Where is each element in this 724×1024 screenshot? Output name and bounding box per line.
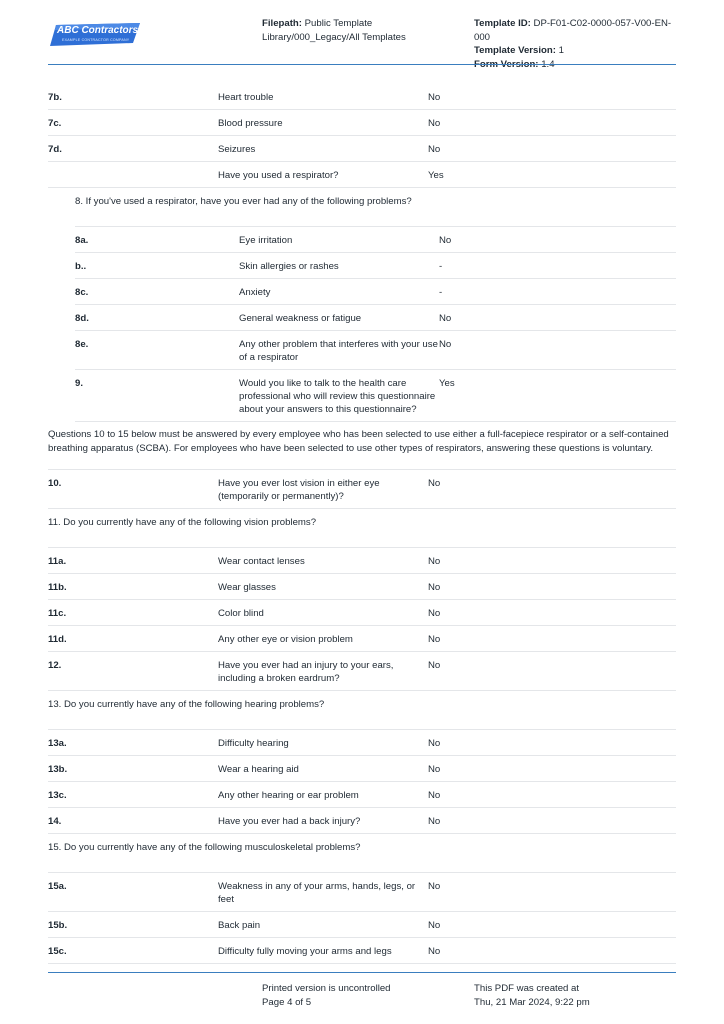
template-meta — [474, 17, 684, 71]
table-row — [48, 110, 676, 136]
answer-value: No — [428, 790, 441, 801]
filepath-value: Public Template Library/000_Legacy/All Templates — [262, 18, 406, 43]
uncontrolled-notice: Printed version is uncontrolled — [262, 983, 391, 994]
logo-text: ABC Contractors — [57, 25, 139, 36]
table-row — [75, 253, 676, 279]
template-id-value: DP-F01-C02-0000-057-V00-EN-000 — [474, 18, 672, 43]
questionnaire-content — [48, 84, 676, 964]
question-text: Skin allergies or rashes — [239, 261, 339, 272]
answer-value: No — [439, 235, 452, 246]
header-divider — [48, 64, 676, 65]
question-number: 15b. — [48, 920, 68, 931]
question-text: Any other hearing or ear problem — [218, 790, 359, 801]
template-version-value: 1 — [558, 45, 564, 56]
question-number: b.. — [75, 261, 87, 272]
question-number: 11a. — [48, 556, 67, 567]
answer-value: No — [428, 634, 441, 645]
question-text: Have you ever lost vision in either eye (temporarily or permanently)? — [218, 478, 380, 502]
filepath-block — [262, 17, 462, 44]
question-text: Eye irritation — [239, 235, 293, 246]
footer-right — [474, 982, 590, 1009]
table-row — [48, 730, 676, 756]
answer-value: Yes — [439, 378, 455, 389]
question-text: Wear glasses — [218, 582, 276, 593]
footer-divider — [48, 972, 676, 973]
rows-15 — [48, 873, 676, 964]
question-number: 13a. — [48, 738, 67, 749]
question-number: 15a. — [48, 881, 67, 892]
question-number: 8d. — [75, 313, 89, 324]
table-row — [48, 912, 676, 938]
question-text: Difficulty fully moving your arms and legs — [218, 946, 392, 957]
question-number: 7c. — [48, 118, 62, 129]
rows-11 — [48, 548, 676, 691]
table-row — [48, 652, 676, 691]
table-row — [48, 574, 676, 600]
table-row — [75, 305, 676, 331]
answer-value: No — [428, 816, 441, 827]
question-number: 11d. — [48, 634, 67, 645]
page-header — [48, 14, 676, 70]
answer-value: - — [439, 287, 443, 298]
question-text: Have you ever had an injury to your ears, including a broken eardrum? — [218, 660, 394, 684]
table-row — [75, 370, 676, 422]
filepath-label: Filepath: — [262, 18, 302, 29]
answer-value: No — [428, 881, 441, 892]
question-text: Seizures — [218, 144, 256, 155]
table-row — [48, 136, 676, 162]
answer-value: No — [428, 660, 441, 671]
rows-13 — [48, 730, 676, 834]
answer-value: - — [439, 261, 443, 272]
table-row — [48, 626, 676, 652]
question-number: 9. — [75, 378, 84, 389]
question-number: 8e. — [75, 339, 89, 350]
question-number: 7d. — [48, 144, 62, 155]
question-text: Would you like to talk to the health care professional who will review this questionnaire about your answers to this questionnaire? — [239, 378, 436, 415]
answer-value: Yes — [428, 170, 444, 181]
question-number: 8c. — [75, 287, 89, 298]
table-row — [48, 873, 676, 912]
table-row — [48, 808, 676, 834]
answer-value: No — [428, 946, 441, 957]
answer-value: No — [428, 738, 441, 749]
template-id-label: Template ID: — [474, 18, 531, 29]
section-heading-13: 13. Do you currently have any of the following hearing problems? — [48, 691, 676, 730]
question-text: Anxiety — [239, 287, 271, 298]
question-number: 11c. — [48, 608, 67, 619]
question-number: 10. — [48, 478, 62, 489]
question-text: Have you used a respirator? — [218, 170, 339, 181]
page-number: Page 4 of 5 — [262, 996, 312, 1008]
rows-10 — [48, 470, 676, 509]
answer-value: No — [428, 556, 441, 567]
rows-8 — [48, 227, 676, 422]
table-row — [75, 331, 676, 370]
table-row — [48, 938, 676, 964]
answer-value: No — [428, 144, 441, 155]
table-row — [48, 548, 676, 574]
question-text: Wear contact lenses — [218, 556, 305, 567]
question-text: Any other problem that interferes with your use of a respirator — [239, 339, 438, 363]
table-row — [48, 162, 676, 188]
section-heading-15: 15. Do you currently have any of the following musculoskeletal problems? — [48, 834, 676, 873]
question-number: 13b. — [48, 764, 68, 775]
section-heading-11: 11. Do you currently have any of the following vision problems? — [48, 509, 676, 548]
question-text: Blood pressure — [218, 118, 283, 129]
table-row — [48, 84, 676, 110]
question-text: Back pain — [218, 920, 261, 931]
answer-value: No — [428, 582, 441, 593]
table-row — [48, 756, 676, 782]
instruction-note: Questions 10 to 15 below must be answered by every employee who has been selected to use either a full-facepiece respirator or a self-contained breathing apparatus (SCBA). For employees who have been selected to use other types of respirators, answering these questions is voluntary. — [48, 422, 676, 470]
logo-subtext: EXAMPLE CONTRACTOR COMPANY — [62, 37, 130, 42]
template-version-label: Template Version: — [474, 45, 556, 56]
form-version-value: 1.4 — [541, 58, 555, 70]
question-text: Weakness in any of your arms, hands, legs, or feet — [218, 881, 416, 905]
answer-value: No — [439, 313, 452, 324]
question-text: Heart trouble — [218, 92, 274, 103]
answer-value: No — [428, 118, 441, 129]
question-text: Wear a hearing aid — [218, 764, 299, 775]
rows-7 — [48, 84, 676, 188]
created-label: This PDF was created at — [474, 983, 580, 994]
table-row — [48, 782, 676, 808]
answer-value: No — [428, 92, 441, 103]
table-row — [48, 600, 676, 626]
form-version-label: Form Version: — [474, 58, 539, 70]
question-number: 14. — [48, 816, 62, 827]
question-number: 7b. — [48, 92, 62, 103]
answer-value: No — [428, 920, 441, 931]
question-text: Have you ever had a back injury? — [218, 816, 361, 827]
question-number: 8a. — [75, 235, 89, 246]
answer-value: No — [428, 608, 441, 619]
table-row — [48, 470, 676, 509]
question-text: Any other eye or vision problem — [218, 634, 353, 645]
answer-value: No — [439, 339, 452, 350]
question-text: Color blind — [218, 608, 264, 619]
section-heading-8: 8. If you've used a respirator, have you ever had any of the following problems? — [75, 188, 676, 227]
question-number: 15c. — [48, 946, 67, 957]
table-row — [75, 279, 676, 305]
company-logo — [48, 23, 140, 47]
answer-value: No — [428, 764, 441, 775]
question-number: 12. — [48, 660, 62, 671]
created-timestamp: Thu, 21 Mar 2024, 9:22 pm — [474, 996, 590, 1008]
question-text: Difficulty hearing — [218, 738, 289, 749]
question-number — [48, 169, 218, 182]
question-number: 13c. — [48, 790, 67, 801]
footer-left — [262, 982, 391, 1009]
question-text: General weakness or fatigue — [239, 313, 362, 324]
table-row — [75, 227, 676, 253]
answer-value: No — [428, 478, 441, 489]
question-number: 11b. — [48, 582, 67, 593]
